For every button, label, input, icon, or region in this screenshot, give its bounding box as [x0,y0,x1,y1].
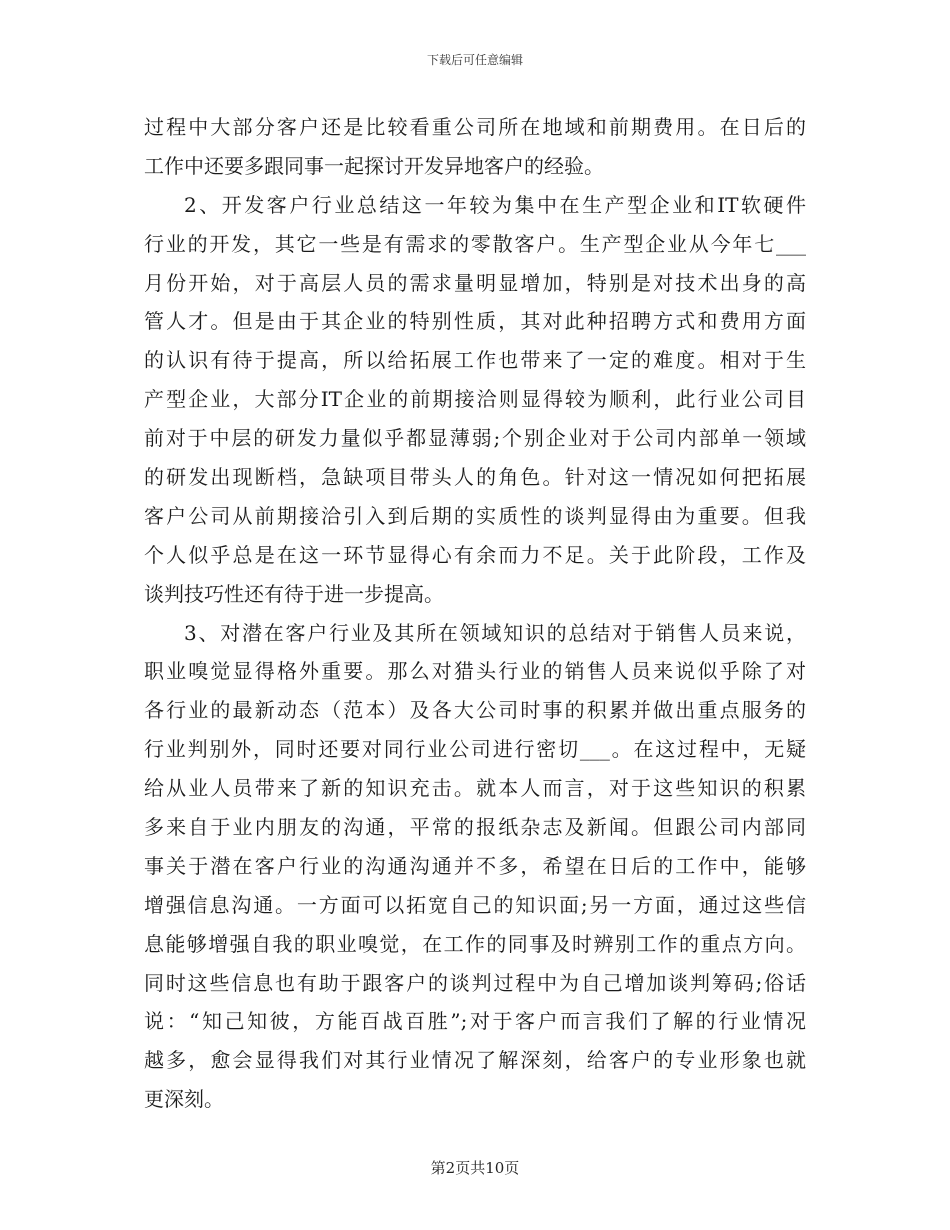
paragraph-line: 月份开始，对于高层人员的需求量明显增加，特别是对技术出身的高 [144,270,806,295]
paragraph-line: 各行业的最新动态（范本）及各大公司时事的积累并做出重点服务的 [144,698,806,723]
paragraph-line: 事关于潜在客户行业的沟通沟通并不多，希望在日后的工作中，能够 [144,853,806,878]
paragraph [144,186,806,614]
paragraph [144,614,806,1120]
paragraph-line: 个人似乎总是在这一环节显得心有余而力不足。关于此阶段，工作及 [144,542,806,567]
paragraph-line: 3、对潜在客户行业及其所在领域知识的总结对于销售人员来说， [184,620,806,645]
page-footer: 第2页共10页 [430,1159,520,1177]
paragraph-line: 工作中还要多跟同事一起探讨开发异地客户的经验。 [144,153,604,178]
paragraph-line: 给从业人员带来了新的知识充击。就本人而言，对于这些知识的积累 [144,776,806,801]
paragraph-line: 产型企业，大部分IT企业的前期接洽则显得较为顺利，此行业公司目 [144,387,806,412]
paragraph [144,108,806,186]
paragraph-line: 谈判技巧性还有待于进一步提高。 [144,581,444,606]
paragraph-line: 行业的开发，其它一些是有需求的零散客户。生产型企业从今年七___ [144,231,806,256]
paragraph-line: 过程中大部分客户还是比较看重公司所在地域和前期费用。在日后的 [144,115,806,139]
paragraph-line: 说：“知己知彼，方能百战百胜”;对于客户而言我们了解的行业情况 [144,1009,806,1034]
paragraph-line: 前对于中层的研发力量似乎都显薄弱;个别企业对于公司内部单一领域 [144,426,806,451]
document-body [144,108,806,1119]
paragraph-line: 增强信息沟通。一方面可以拓宽自己的知识面;另一方面，通过这些信 [144,892,806,917]
paragraph-line: 客户公司从前期接洽引入到后期的实质性的谈判显得由为重要。但我 [144,503,806,528]
paragraph-line: 同时这些信息也有助于跟客户的谈判过程中为自己增加谈判筹码;俗话 [144,970,806,995]
paragraph-line: 多来自于业内朋友的沟通，平常的报纸杂志及新闻。但跟公司内部同 [144,815,806,840]
page-header: 下载后可任意编辑 [426,53,523,67]
paragraph-line: 的认识有待于提高，所以给拓展工作也带来了一定的难度。相对于生 [144,348,806,373]
paragraph-line: 越多，愈会显得我们对其行业情况了解深刻，给客户的专业形象也就 [144,1048,806,1073]
paragraph-line: 行业判别外，同时还要对同行业公司进行密切___。在这过程中，无疑 [144,737,806,762]
paragraph-line: 更深刻。 [144,1087,224,1112]
paragraph-line: 职业嗅觉显得格外重要。那么对猎头行业的销售人员来说似乎除了对 [144,659,806,684]
paragraph-line: 2、开发客户行业总结这一年较为集中在生产型企业和IT软硬件 [184,192,806,217]
paragraph-line: 的研发出现断档，急缺项目带头人的角色。针对这一情况如何把拓展 [144,465,806,490]
paragraph-line: 管人才。但是由于其企业的特别性质，其对此种招聘方式和费用方面 [144,309,806,334]
paragraph-line: 息能够增强自我的职业嗅觉，在工作的同事及时辨别工作的重点方向。 [144,931,806,956]
